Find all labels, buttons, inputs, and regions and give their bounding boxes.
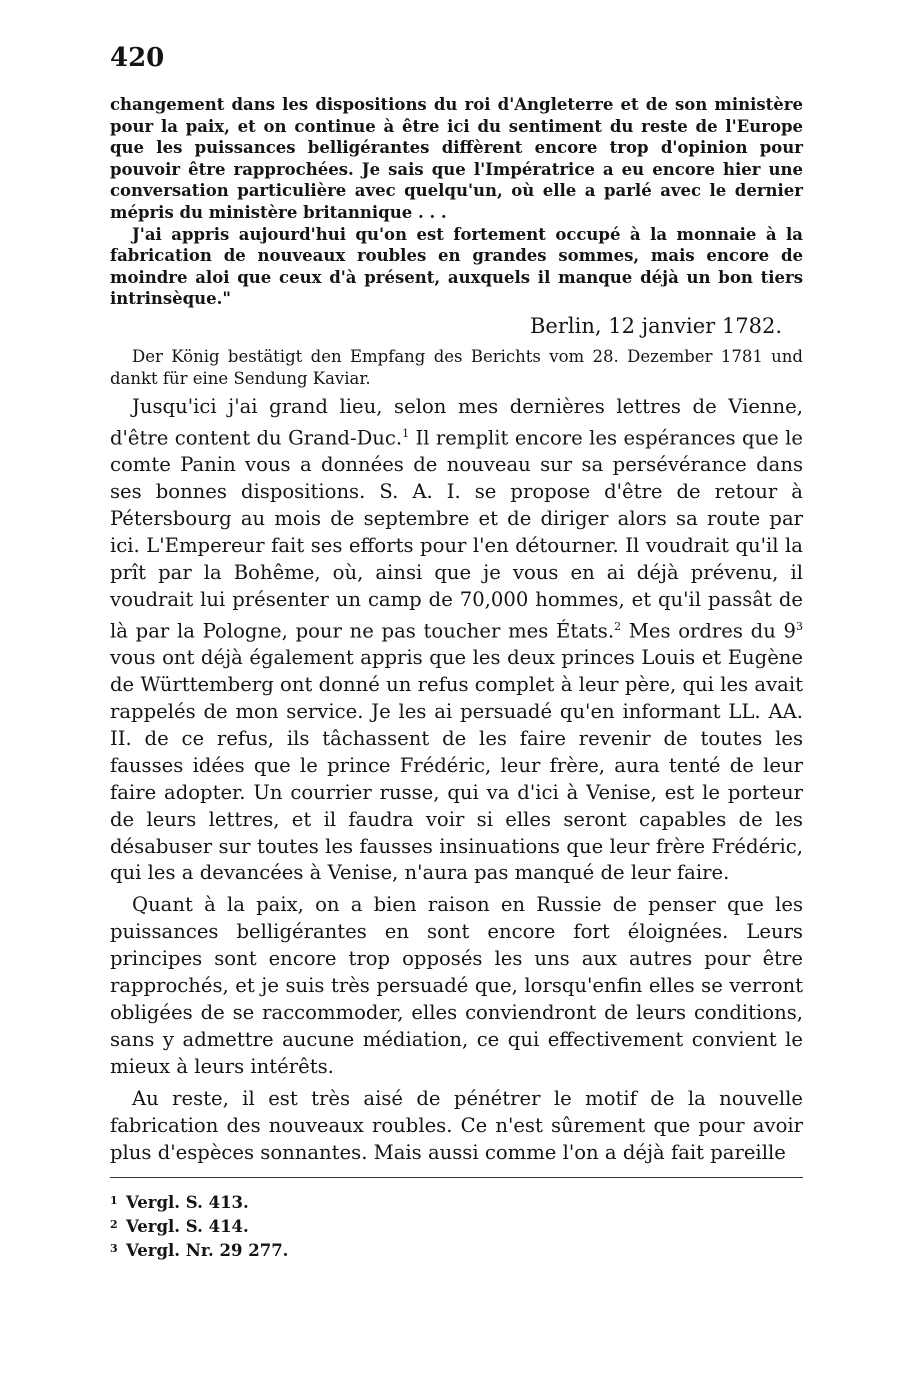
footnote bbox=[110, 1190, 803, 1214]
letter-summary: Der König bestätigt den Empfang des Berichts vom 28. Dezember 1781 und dankt für eine Sendung Kaviar. bbox=[110, 347, 803, 388]
footnote bbox=[110, 1238, 803, 1262]
body-text-segment: Mes ordres du 9 bbox=[621, 619, 797, 643]
page-number: 420 bbox=[110, 43, 165, 73]
footnote-text: Vergl. S. 413. bbox=[126, 1193, 249, 1212]
footnote bbox=[110, 1214, 803, 1238]
letter-body bbox=[110, 394, 803, 1171]
footnote-reference: 1 bbox=[402, 426, 410, 440]
previous-letter-paragraph: changement dans les dispositions du roi d'Angleterre et de son ministère pour la paix, et on continue à être ici du sentiment du reste de l'Europe que les puissances belligérantes diffèrent encore trop d'opinion pour pouvoir être rapprochées. Je sais que l'Impératrice a eu encore hier une conversation particulière avec quelqu'un, où elle a parlé avec le dernier mépris du ministère britannique . . . bbox=[110, 95, 803, 222]
body-paragraph: Quant à la paix, on a bien raison en Russie de penser que les puissances belligérantes en sont encore fort éloignées. Leurs principes sont encore trop opposés les uns aux autres pour être rapprochés, et je suis très persuadé que, lorsqu'enfin elles se verront obligées de se raccommoder, elles conviendront de leurs conditions, sans y admettre aucune médiation, ce qui effectivement convient le mieux à leurs intérêts. bbox=[110, 893, 803, 1078]
body-text-segment: Jusqu'ici j'ai grand lieu, selon mes dernières lettres de Vienne, d'être content du Grand-Duc. bbox=[110, 395, 803, 450]
footnote-text: Vergl. Nr. 29 277. bbox=[126, 1241, 289, 1260]
body-paragraph: Au reste, il est très aisé de pénétrer le motif de la nouvelle fabrication des nouveaux roubles. Ce n'est sûrement que pour avoir plus d'espèces sonnantes. Mais aussi comme l'on a déjà fait pareille bbox=[110, 1086, 803, 1164]
footnote-number: 2 bbox=[110, 1218, 118, 1231]
body-text-segment: vous ont déjà également appris que les deux princes Louis et Eugène de Württemberg ont donné un refus complet à leur père, qui les avait rappelés de mon service. Je les ai persuadé qu'en informant LL. AA. II. de ce refus, ils tâchassent de les faire revenir de toutes les fausses idées que le prince Frédéric, leur frère, aura tenté de leur faire adopter. Un courrier russe, qui va d'ici à Venise, est le porteur de leurs lettres, et il faudra voir si elles seront capables de les désabuser sur toutes les fausses insinuations que leur frère Frédéric, qui les a devancées à Venise, n'aura pas manqué de leur faire. bbox=[110, 646, 803, 885]
body-paragraph bbox=[110, 394, 803, 887]
footnote-text: Vergl. S. 414. bbox=[126, 1217, 249, 1236]
footnote-divider bbox=[110, 1177, 803, 1178]
footnote-reference: 2 bbox=[614, 619, 622, 633]
previous-letter-ending bbox=[110, 94, 803, 310]
previous-letter-paragraph: J'ai appris aujourd'hui qu'on est fortement occupé à la monnaie à la fabrication de nouveaux roubles en grandes sommes, mais encore de moindre aloi que ceux d'à présent, auxquels il manque déjà un bon tiers intrinsèque." bbox=[110, 224, 803, 309]
body-text-segment: Il remplit encore les espérances que le comte Panin vous a données de nouveau sur sa persévérance dans ses bonnes dispositions. S. A. I. se propose d'être de retour à Pétersbourg au mois de septembre et de diriger alors sa route par ici. L'Empereur fait ses efforts pour l'en détourner. Il voudrait qu'il la prît par la Bohême, où, ainsi que je vous en ai déjà prévenu, il voudrait lui présenter un camp de 70,000 hommes, et qu'il passât de là par la Pologne, pour ne pas toucher mes États. bbox=[110, 426, 803, 643]
footnotes bbox=[110, 1190, 803, 1262]
footnote-reference: 3 bbox=[796, 619, 804, 633]
letter-dateline: Berlin, 12 janvier 1782. bbox=[530, 314, 782, 338]
footnote-number: 3 bbox=[110, 1242, 118, 1255]
footnote-number: 1 bbox=[110, 1194, 118, 1207]
